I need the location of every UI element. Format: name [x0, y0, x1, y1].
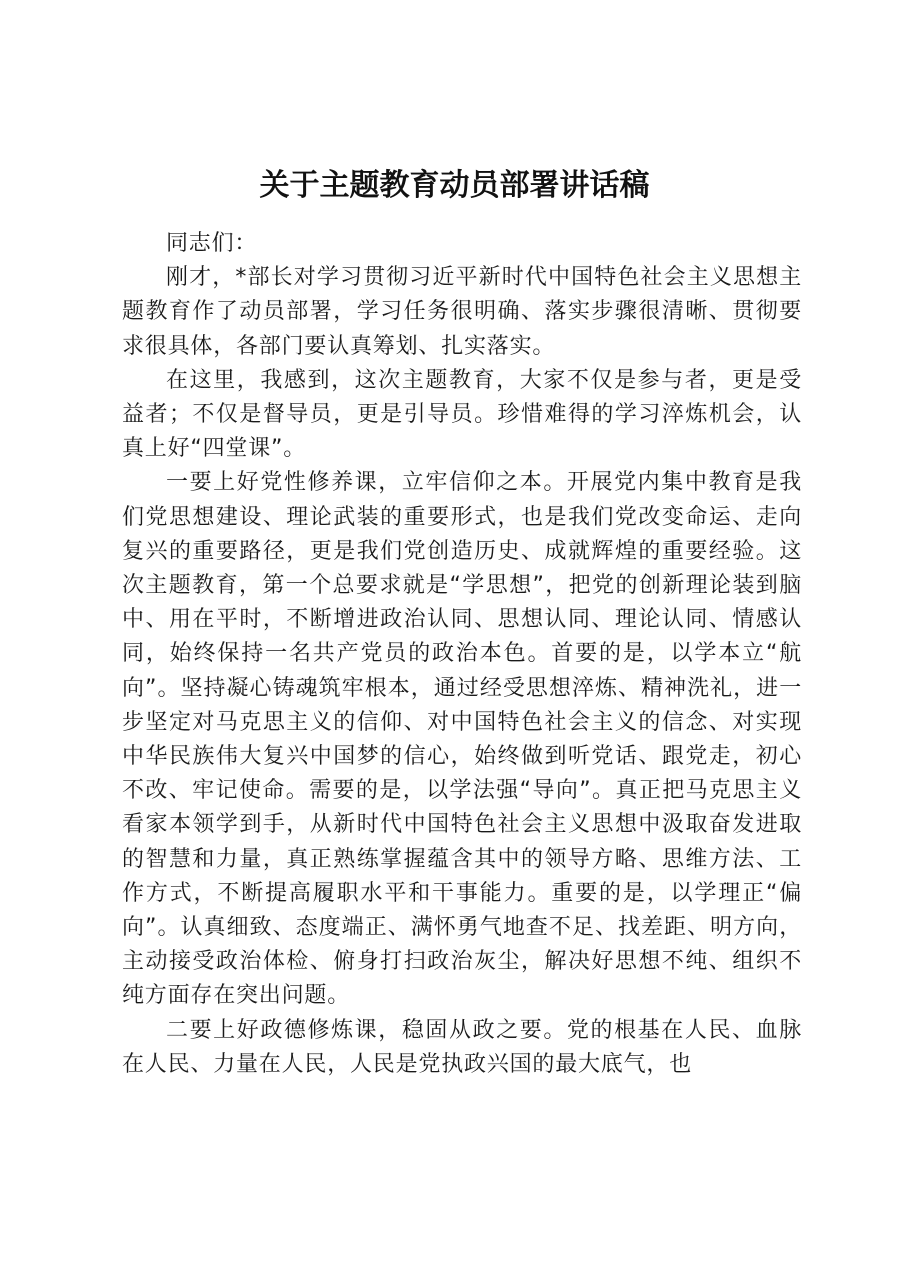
body-paragraph: 二要上好政德修炼课，稳固从政之要。党的根基在人民、血脉在人民、力量在人民，人民是党执政兴国的最大底气，也	[122, 1017, 802, 1077]
body-paragraph: 在这里，我感到，这次主题教育，大家不仅是参与者，更是受益者；不仅是督导员，更是引导员。珍惜难得的学习淬炼机会，认真上好“四堂课”。	[122, 367, 802, 462]
body-paragraph: 刚才，*部长对学习贯彻习近平新时代中国特色社会主义思想主题教育作了动员部署，学习任务很明确、落实步骤很清晰、贯彻要求很具体，各部门要认真筹划、扎实落实。	[122, 265, 802, 359]
document-title: 关于主题教育动员部署讲话稿	[259, 168, 650, 203]
body-paragraph: 一要上好党性修养课，立牢信仰之本。开展党内集中教育是我们党思想建设、理论武装的重要形式，也是我们党改变命运、走向复兴的重要路径，更是我们党创造历史、成就辉煌的重要经验。这次主题教育，第一个总要求就是“学思想”，把党的创新理论装到脑中、用在平时，不断增进政治认同、思想认同、理论认同、情感认同，始终保持一名共产党员的政治本色。首要的是，以学本立“航向”。坚持凝心铸魂筑牢根本，通过经受思想淬炼、精神洗礼，进一步坚定对马克思主义的信仰、对中国特色社会主义的信念、对实现中华民族伟大复兴中国梦的信心，始终做到听党话、跟党走，初心不改、牢记使命。需要的是，以学法强“导向”。真正把马克思主义看家本领学到手，从新时代中国特色社会主义思想中汲取奋发进取的智慧和力量，真正熟练掌握蕴含其中的领导方略、思维方法、工作方式，不断提高履职水平和干事能力。重要的是，以学理正“偏向”。认真细致、态度端正、满怀勇气地查不足、找差距、明方向，主动接受政治体检、俯身打扫政治灰尘，解决好思想不纯、组织不纯方面存在突出问题。	[122, 470, 802, 1009]
document-body	[122, 227, 802, 1082]
greeting-paragraph: 同志们：	[166, 231, 258, 256]
